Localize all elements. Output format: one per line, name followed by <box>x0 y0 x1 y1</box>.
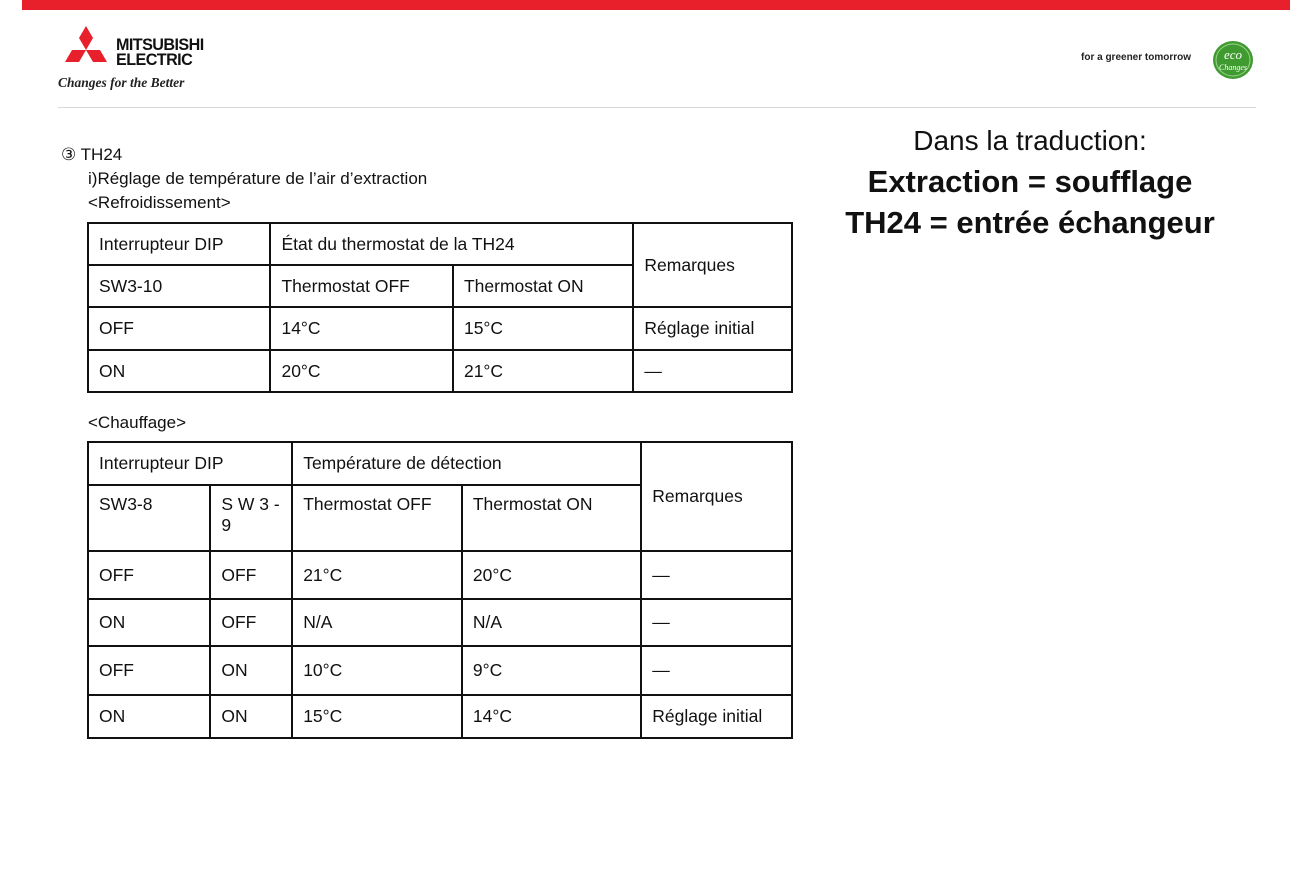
cell-sw3-8: ON <box>88 695 210 738</box>
header-detection-temperature: Température de détection <box>292 442 641 485</box>
table-row <box>88 551 792 599</box>
cell-thermostat-off: N/A <box>292 599 462 646</box>
cell-sw3-9: OFF <box>210 551 292 599</box>
cell-thermostat-on: 14°C <box>462 695 641 738</box>
cooling-label: <Refroidissement> <box>88 193 231 212</box>
subheader-thermostat-off: Thermostat OFF <box>270 265 453 307</box>
brand-tagline: Changes for the Better <box>58 75 185 90</box>
brand-name-line2: ELECTRIC <box>116 50 193 69</box>
brand-name-line1: MITSUBISHI <box>116 35 204 54</box>
header-remarks: Remarques <box>641 442 792 551</box>
table-row <box>88 350 792 392</box>
cell-sw3-8: OFF <box>88 551 210 599</box>
brand-bar <box>22 0 1290 10</box>
cell-thermostat-on: 20°C <box>462 551 641 599</box>
translation-note-th24: TH24 = entrée échangeur <box>845 205 1215 240</box>
subheader-sw3-9-part2: 9 <box>221 515 232 535</box>
header-thermostat-state: État du thermostat de la TH24 <box>270 223 633 265</box>
subheader-thermostat-on: Thermostat ON <box>453 265 633 307</box>
cell-sw3-9: OFF <box>210 599 292 646</box>
cell-thermostat-on: 15°C <box>453 307 633 350</box>
heating-label: <Chauffage> <box>88 413 186 432</box>
cell-remark: Réglage initial <box>641 695 792 738</box>
cell-remark: — <box>641 551 792 599</box>
cell-remark: Réglage initial <box>633 307 792 350</box>
cell-thermostat-off: 15°C <box>292 695 462 738</box>
section-number: ③ <box>61 145 77 164</box>
cooling-table <box>87 222 793 393</box>
eco-badge-subtext: Changes <box>1219 63 1247 72</box>
cell-sw3-8: OFF <box>88 646 210 695</box>
cell-switch: ON <box>88 350 270 392</box>
table-row <box>88 599 792 646</box>
section-subtitle: i)Réglage de température de l’air d’extraction <box>88 169 428 188</box>
subheader-switch: SW3-10 <box>88 265 270 307</box>
heating-table <box>87 441 793 739</box>
subheader-thermostat-off: Thermostat OFF <box>292 485 462 551</box>
eco-changes-icon <box>1211 39 1255 81</box>
cell-sw3-9: ON <box>210 695 292 738</box>
header-remarks: Remarques <box>633 223 792 307</box>
cell-thermostat-off: 20°C <box>270 350 453 392</box>
cell-thermostat-off: 21°C <box>292 551 462 599</box>
mitsubishi-logo <box>58 26 258 96</box>
subheader-sw3-8: SW3-8 <box>88 485 210 551</box>
table-row <box>88 695 792 738</box>
cell-sw3-8: ON <box>88 599 210 646</box>
header-dip-switch: Interrupteur DIP <box>88 223 270 265</box>
cell-thermostat-off: 14°C <box>270 307 453 350</box>
section-heading <box>61 145 122 165</box>
translation-note-title: Dans la traduction: <box>913 125 1147 156</box>
table-header-row <box>88 223 792 265</box>
translation-note-extraction: Extraction = soufflage <box>867 164 1193 199</box>
header-divider <box>58 107 1256 108</box>
three-diamonds-icon <box>58 26 114 72</box>
eco-badge-text: eco <box>1223 47 1243 62</box>
subheader-sw3-9 <box>210 485 292 551</box>
subheader-thermostat-on: Thermostat ON <box>462 485 641 551</box>
cell-remark: — <box>641 646 792 695</box>
cell-thermostat-on: 21°C <box>453 350 633 392</box>
table-header-row <box>88 442 792 485</box>
cell-remark: — <box>641 599 792 646</box>
table-row <box>88 307 792 350</box>
table-row <box>88 646 792 695</box>
cell-thermostat-on: 9°C <box>462 646 641 695</box>
greener-tomorrow-text: for a greener tomorrow <box>1081 52 1192 63</box>
header-dip-switch: Interrupteur DIP <box>88 442 292 485</box>
section-name: TH24 <box>80 145 123 164</box>
cell-remark: — <box>633 350 792 392</box>
cell-thermostat-on: N/A <box>462 599 641 646</box>
cell-sw3-9: ON <box>210 646 292 695</box>
subheader-sw3-9-part1: S W 3 - <box>221 494 280 514</box>
cell-thermostat-off: 10°C <box>292 646 462 695</box>
cell-switch: OFF <box>88 307 270 350</box>
